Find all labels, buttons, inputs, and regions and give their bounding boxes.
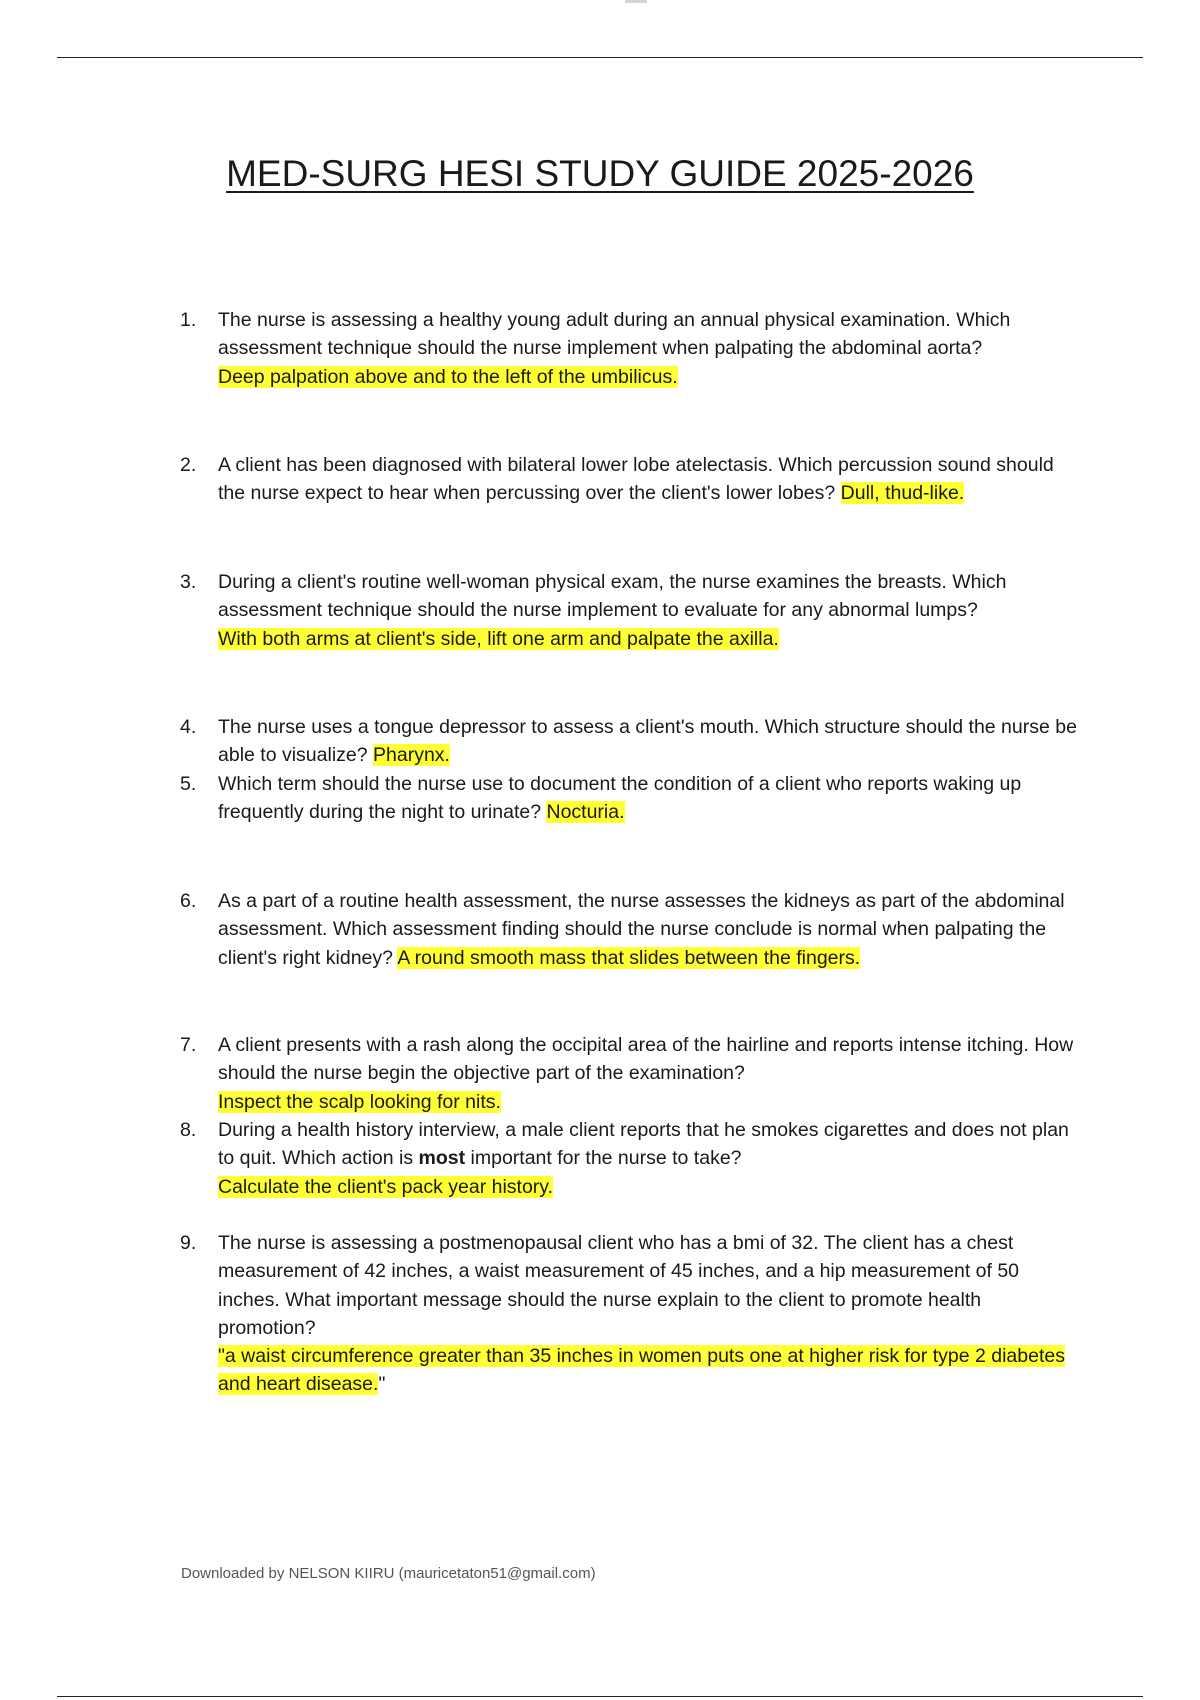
answer-highlight: Pharynx. xyxy=(373,744,450,767)
question-number: 5. xyxy=(180,773,197,795)
question-number: 1. xyxy=(180,309,197,331)
question-number: 9. xyxy=(180,1232,197,1254)
answer-closing-quote: " xyxy=(378,1373,386,1396)
question-text-after: important for the nurse to take? xyxy=(470,1147,742,1170)
question-item xyxy=(180,1031,1080,1116)
question-item xyxy=(180,770,1080,827)
question-text: As a part of a routine health assessment, the nurse assesses the kidneys as part of the abdominal assessment. Which assessment finding should the nurse conclude is normal when palpating the client's right kidney? xyxy=(218,890,1065,969)
footer-rule xyxy=(57,1696,1143,1697)
answer-highlight: Inspect the scalp looking for nits. xyxy=(218,1090,501,1113)
question-text: During a client's routine well-woman physical exam, the nurse examines the breasts. Which assessment technique should the nurse implement to evaluate for any abnormal lumps? xyxy=(218,571,1007,622)
header-rule xyxy=(57,57,1143,58)
question-number: 2. xyxy=(180,454,197,476)
question-item xyxy=(180,451,1080,508)
question-number: 8. xyxy=(180,1119,197,1141)
page-title: MED-SURG HESI STUDY GUIDE 2025-2026 xyxy=(226,153,974,194)
question-text: A client presents with a rash along the occipital area of the hairline and reports intense itching. How should the nurse begin the objective part of the examination? xyxy=(218,1034,1074,1085)
download-footer: Downloaded by NELSON KIIRU (mauricetaton51@gmail.com) xyxy=(181,1565,596,1582)
question-number: 7. xyxy=(180,1034,197,1056)
answer-highlight: Nocturia. xyxy=(546,801,625,824)
question-number: 6. xyxy=(180,890,197,912)
question-item xyxy=(180,306,1080,391)
question-item xyxy=(180,713,1080,770)
answer-highlight: With both arms at client's side, lift one arm and palpate the axilla. xyxy=(218,627,779,650)
answer-highlight: Deep palpation above and to the left of the umbilicus. xyxy=(218,365,678,388)
question-item xyxy=(180,568,1080,653)
question-text: The nurse is assessing a healthy young adult during an annual physical examination. Which assessment technique should the nurse implement when palpating the abdominal aorta? xyxy=(218,309,1011,360)
answer-highlight: "a waist circumference greater than 35 inches in women puts one at higher risk for type 2 diabetes and heart disease. xyxy=(218,1345,1065,1396)
question-number: 3. xyxy=(180,571,197,593)
question-item xyxy=(180,887,1080,972)
question-number: 4. xyxy=(180,716,197,738)
page-top-mark xyxy=(625,0,647,3)
question-text: The nurse is assessing a postmenopausal client who has a bmi of 32. The client has a chest measurement of 42 inches, a waist measurement of 45 inches, and a hip measurement of 50 inches. What important message should the nurse explain to the client to promote health promotion? xyxy=(218,1232,1020,1339)
question-text: The nurse uses a tongue depressor to assess a client's mouth. Which structure should the nurse be able to visualize? xyxy=(218,716,1077,767)
question-emphasis: most xyxy=(418,1147,466,1170)
question-item xyxy=(180,1229,1080,1399)
question-text: Which term should the nurse use to document the condition of a client who reports waking up frequently during the night to urinate? xyxy=(218,773,1022,824)
answer-highlight: Calculate the client's pack year history. xyxy=(218,1175,554,1198)
question-text: A client has been diagnosed with bilateral lower lobe atelectasis. Which percussion sound should the nurse expect to hear when percussing over the client's lower lobes? xyxy=(218,454,1054,505)
answer-highlight: A round smooth mass that slides between the fingers. xyxy=(397,946,861,969)
question-item xyxy=(180,1116,1080,1201)
question-text-before: During a health history interview, a male client reports that he smokes cigarettes and does not plan to quit. Which action is xyxy=(218,1119,1069,1170)
answer-highlight: Dull, thud-like. xyxy=(840,482,965,505)
